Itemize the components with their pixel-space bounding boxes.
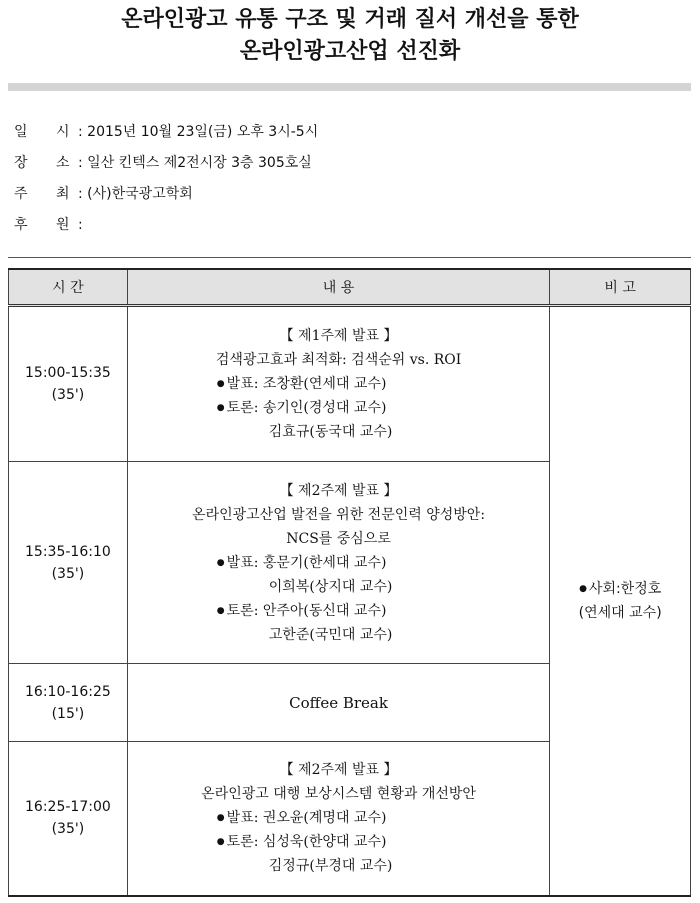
section-rule [8,257,691,258]
document-title-line2: 온라인광고산업 선진화 [239,39,461,64]
info-sponsor: 후 원 : [14,217,83,233]
moderator-label: 사회:한정호 [588,580,662,597]
bullet-icon: ● [579,583,587,594]
session-time: 16:10-16:25 (15') [9,664,128,742]
presenter-name: 조창환(연세대 교수) [262,376,387,392]
bullet-icon: ● [216,837,225,848]
session-content: 【 제1주제 발표 】 검색광고효과 최적화: 검색순위 vs. ROI ● 발표: 조창환(연세대 교수) ● 토론: 송기인(경성대 교수) 김효규(동국대 교수) [127,306,550,462]
info-venue: 장 소 : 일산 킨텍스 제2전시장 3층 305호실 [14,155,312,171]
header-content: 내 용 [127,269,550,306]
presenter-name: 권오윤(계명대 교수) [262,810,387,827]
session-time: 15:00-15:35 (35') [9,306,128,462]
session-time: 16:25-17:00 (35') [9,742,128,896]
session-heading: 【 제2주제 발표 】 [279,482,398,499]
session-time: 15:35-16:10 (35') [9,462,128,664]
discussant-name: 김효규(동국대 교수) [268,424,393,440]
title-divider-band [8,83,691,91]
discussant-name: 안주아(동신대 교수) [262,602,387,619]
schedule-table [8,268,691,897]
session-content: 【 제2주제 발표 】 온라인광고 대행 보상시스템 현황과 개선방안 ● 발표: 권오윤(계명대 교수) ● 토론: 심성욱(한양대 교수) 김정규(부경대 교수) [127,742,550,896]
table-header-row [9,269,691,306]
bullet-icon: ● [216,605,225,616]
info-host: 주 최 : (사)한국광고학회 [14,186,193,202]
info-date-value: 2015년 10월 23일(금) 오후 3시-5시 [87,124,319,140]
discussant-name: 김정규(부경대 교수) [268,858,393,875]
header-note: 비 고 [550,269,691,306]
bullet-icon: ● [216,557,225,568]
discussant-name: 송기인(경성대 교수) [262,400,387,416]
info-date: 일 시 : 2015년 10월 23일(금) 오후 3시-5시 [14,124,319,140]
session-heading: 【 제2주제 발표 】 [279,762,398,779]
discussant-name: 고한준(국민대 교수) [268,626,393,643]
presenter-name: 이희복(상지대 교수) [268,578,393,595]
table-row [9,306,691,462]
info-venue-value: 일산 킨텍스 제2전시장 3층 305호실 [87,155,312,171]
session-content: 【 제2주제 발표 】 온라인광고산업 발전을 위한 전문인력 양성방안: NCS를 중심으로 ● 발표: 홍문기(한세대 교수) 이희복(상지대 교수) ● 토론: 안주아(동신대 교수) 고한준(국민대 교수) [127,462,550,664]
coffee-break: Coffee Break [127,664,550,742]
bullet-icon: ● [216,813,225,824]
bullet-icon: ● [216,379,225,389]
discussant-name: 심성욱(한양대 교수) [262,834,387,851]
header-time: 시 간 [9,269,128,306]
session-topic-line2: NCS를 중심으로 [286,530,391,547]
session-heading: 【 제1주제 발표 】 [279,328,398,344]
presenter-name: 홍문기(한세대 교수) [262,554,387,571]
info-host-value: (사)한국광고학회 [87,186,193,202]
session-topic: 온라인광고 대행 보상시스템 현황과 개선방안 [201,786,476,803]
session-topic: 검색광고효과 최적화: 검색순위 vs. ROI [215,352,462,368]
session-topic: 온라인광고산업 발전을 위한 전문인력 양성방안: [192,506,486,523]
note-cell [550,306,691,896]
moderator-affiliation: (연세대 교수) [578,604,662,621]
bullet-icon: ● [216,403,225,413]
document-title-line1: 온라인광고 유통 구조 및 거래 질서 개선을 통한 [121,7,579,32]
